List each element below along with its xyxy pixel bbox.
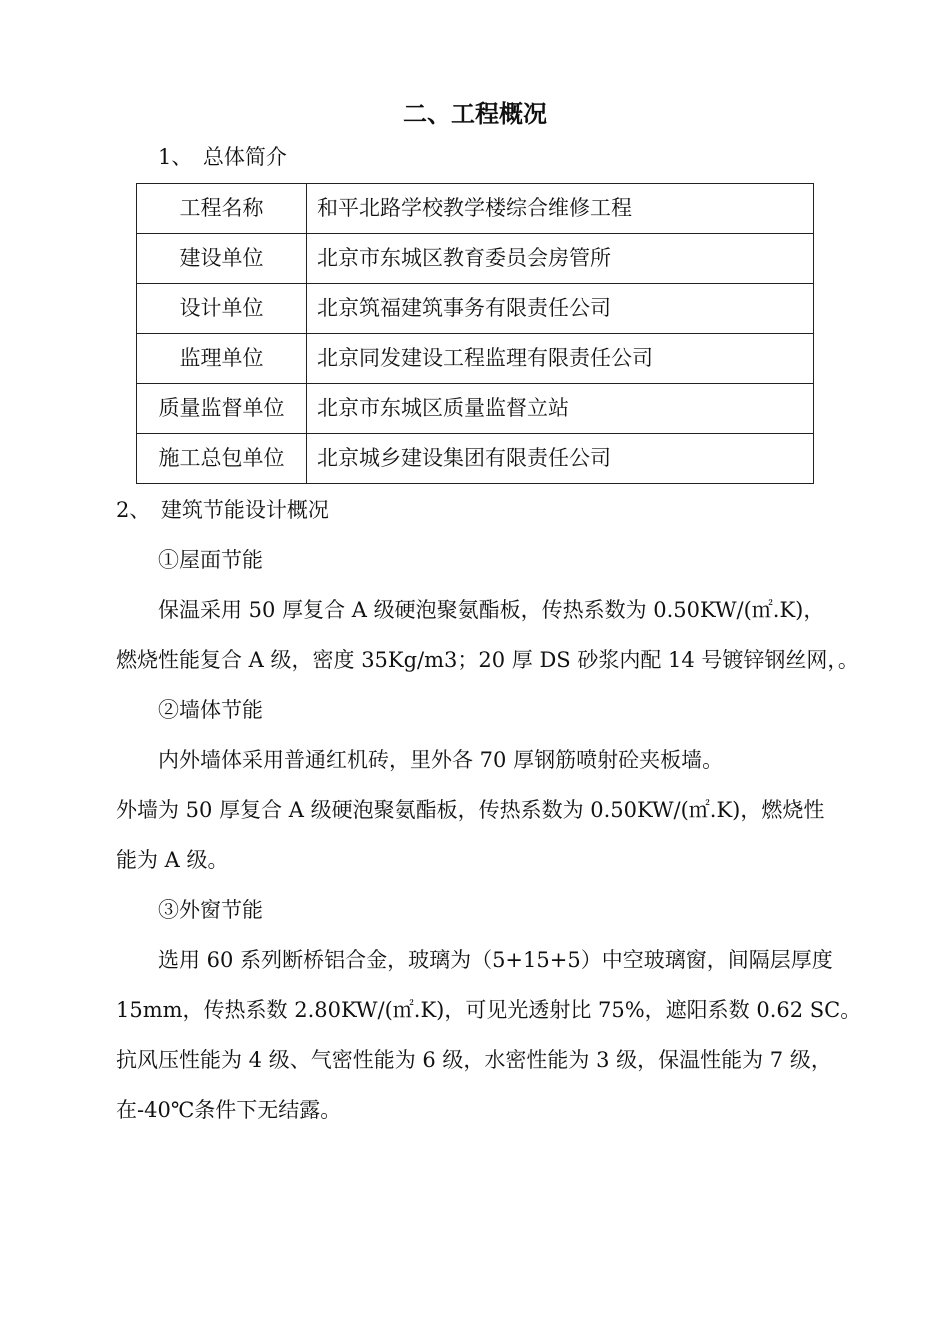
row-value: 北京同发建设工程监理有限责任公司 bbox=[307, 334, 814, 384]
section-2-label: 2、 建筑节能设计概况 bbox=[116, 498, 329, 522]
window-paragraph-line: 抗风压性能为 4 级、气密性能为 6 级，水密性能为 3 级，保温性能为 7 级， bbox=[116, 1048, 832, 1072]
row-value: 北京市东城区质量监督立站 bbox=[307, 384, 814, 434]
row-value: 北京市东城区教育委员会房管所 bbox=[307, 234, 814, 284]
row-key: 工程名称 bbox=[137, 184, 307, 234]
wall-paragraph-line: 能为 A 级。 bbox=[116, 848, 229, 872]
table-row bbox=[137, 234, 814, 284]
table-row bbox=[137, 434, 814, 484]
row-key: 质量监督单位 bbox=[137, 384, 307, 434]
roof-paragraph-line: 保温采用 50 厚复合 A 级硬泡聚氨酯板，传热系数为 0.50KW/(㎡.K)， bbox=[158, 598, 825, 622]
window-paragraph-line: 15mm，传热系数 2.80KW/(㎡.K)，可见光透射比 75%，遮阳系数 0.62 SC。 bbox=[116, 998, 862, 1022]
project-info-table bbox=[136, 183, 814, 484]
row-key: 施工总包单位 bbox=[137, 434, 307, 484]
row-value: 和平北路学校教学楼综合维修工程 bbox=[307, 184, 814, 234]
row-key: 建设单位 bbox=[137, 234, 307, 284]
row-key: 设计单位 bbox=[137, 284, 307, 334]
row-value: 北京筑福建筑事务有限责任公司 bbox=[307, 284, 814, 334]
window-heading: ③外窗节能 bbox=[158, 898, 263, 922]
row-key: 监理单位 bbox=[137, 334, 307, 384]
table-row bbox=[137, 384, 814, 434]
section-1-label: 1、 总体简介 bbox=[158, 145, 287, 169]
table-row bbox=[137, 334, 814, 384]
window-paragraph-line: 选用 60 系列断桥铝合金，玻璃为（5+15+5）中空玻璃窗，间隔层厚度 bbox=[158, 948, 833, 972]
window-paragraph-line: 在-40℃条件下无结露。 bbox=[116, 1098, 342, 1122]
wall-paragraph-line: 外墙为 50 厚复合 A 级硬泡聚氨酯板，传热系数为 0.50KW/(㎡.K)，燃烧性 bbox=[116, 798, 825, 822]
table-row bbox=[137, 184, 814, 234]
roof-heading: ①屋面节能 bbox=[158, 548, 263, 572]
page-title: 二、工程概况 bbox=[403, 100, 547, 128]
wall-paragraph-line: 内外墙体采用普通红机砖，里外各 70 厚钢筋喷射砼夹板墙。 bbox=[158, 748, 724, 772]
table-row bbox=[137, 284, 814, 334]
roof-paragraph-line: 燃烧性能复合 A 级，密度 35Kg/m3；20 厚 DS 砂浆内配 14 号镀锌钢丝网，。 bbox=[116, 648, 859, 672]
wall-heading: ②墙体节能 bbox=[158, 698, 263, 722]
row-value: 北京城乡建设集团有限责任公司 bbox=[307, 434, 814, 484]
